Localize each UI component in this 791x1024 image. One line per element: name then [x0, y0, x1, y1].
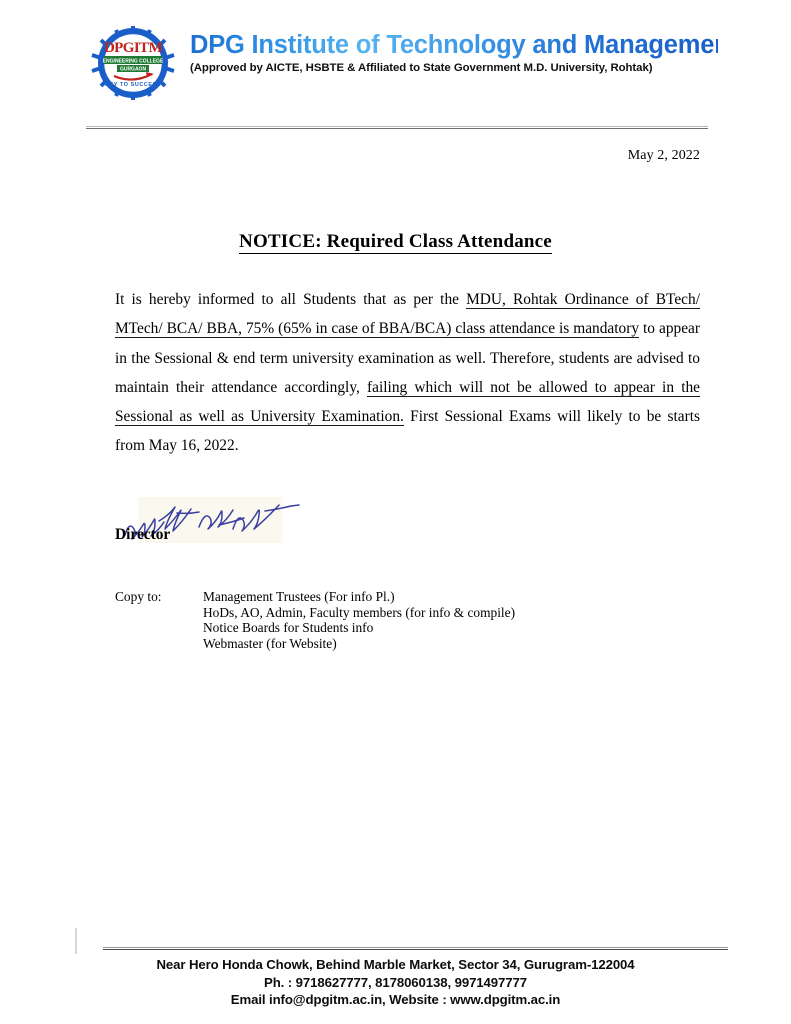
svg-text:KEY TO SUCCESS: KEY TO SUCCESS [105, 82, 161, 88]
letterhead-text [190, 31, 738, 74]
scan-artifact-mark [75, 928, 77, 954]
footer-contact: Email info@dpgitm.ac.in, Website : www.dpgitm.ac.in [230, 992, 561, 1008]
footer-phone: Ph. : 9718627777, 8178060138, 9971497777 [264, 974, 527, 990]
footer [0, 956, 791, 1009]
list-item: HoDs, AO, Admin, Faculty members (for info & compile) [203, 604, 516, 620]
svg-text:ENGINEERING COLLEGE: ENGINEERING COLLEGE [102, 58, 164, 65]
footer-address: Near Hero Honda Chowk, Behind Marble Market, Sector 34, Gurugram-122004 [156, 957, 635, 972]
list-item: Webmaster (for Website) [203, 635, 337, 651]
footer-divider [103, 947, 728, 950]
page-title-text: NOTICE: Required Class Attendance [239, 231, 552, 252]
body-segment-4-underlined: failing which will not be allowed to appear in the Sessional as well as University Examination. [115, 378, 700, 426]
document-date: May 2, 2022 [627, 148, 700, 163]
copy-to-label: Copy to: [115, 589, 162, 604]
svg-text:GURGAON: GURGAON [119, 66, 147, 73]
copy-to-list [203, 589, 515, 651]
institute-name: DPG Institute of Technology and Management [190, 31, 738, 59]
dpgitm-logo-icon [84, 26, 182, 100]
page-title [0, 231, 791, 253]
list-item: Notice Boards for Students info [203, 620, 374, 636]
body-segment-2-underlined: MDU, Rohtak Ordinance of BTech/ MTech/ BCA/ BBA, 75% (65% in case of BBA/BCA) class attendance is mandatory [115, 291, 700, 338]
svg-text:DPGITM: DPGITM [103, 40, 163, 56]
body-segment-5: First Sessional Exams will likely to be starts from May 16, 2022. [115, 408, 700, 455]
institute-approval-line: (Approved by AICTE, HSBTE & Affiliated to State Government M.D. University, Rohtak) [190, 61, 653, 74]
signature-block [115, 497, 355, 549]
body-segment-1: It is hereby informed to all Students that as per the [115, 291, 467, 308]
notice-body [115, 285, 700, 461]
letterhead [0, 22, 791, 102]
signature-designation: Director [115, 526, 171, 543]
list-item: Management Trustees (For info Pl.) [203, 589, 395, 604]
header-divider [86, 126, 708, 129]
body-segment-3: to appear in the Sessional & end term university examination as well. Therefore, students are advised to maintain their attendance accordingly, [115, 320, 700, 396]
